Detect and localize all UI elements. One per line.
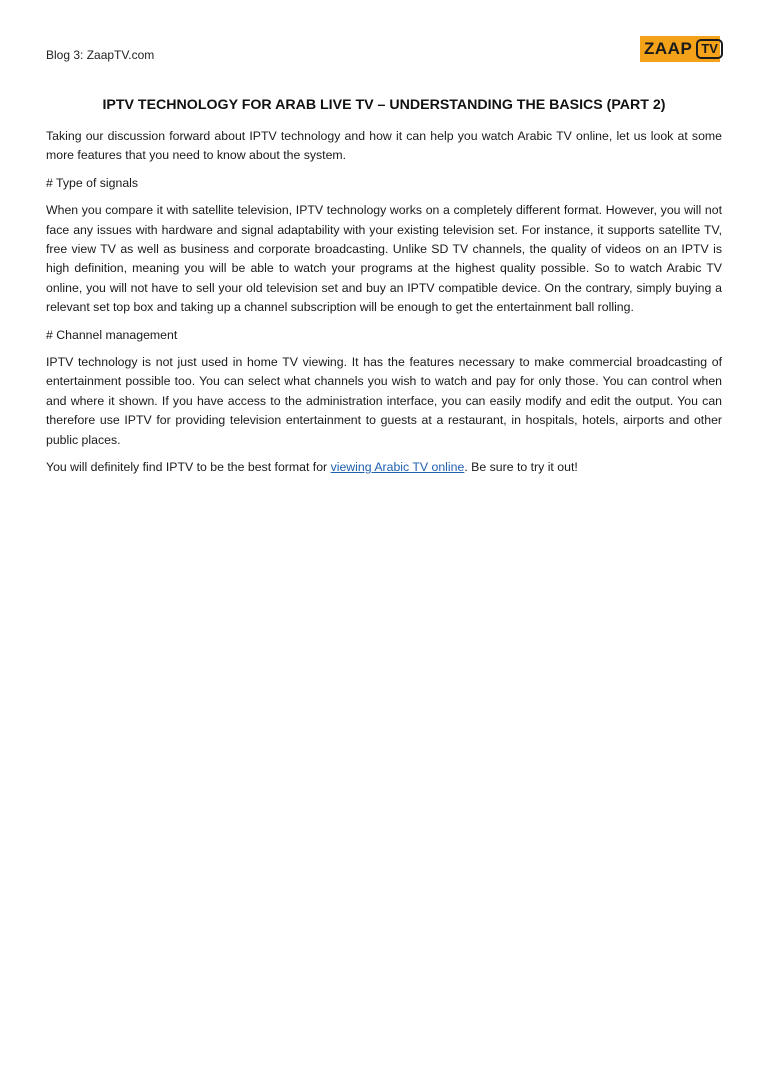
document-title: IPTV TECHNOLOGY FOR ARAB LIVE TV – UNDERSTANDING THE BASICS (PART 2) bbox=[102, 97, 666, 113]
closing-paragraph bbox=[46, 458, 722, 477]
closing-text-before: You will definitely find IPTV to be the best format for bbox=[46, 460, 331, 475]
blog-label: Blog 3: ZaapTV.com bbox=[46, 48, 155, 62]
zaaptv-logo bbox=[640, 36, 720, 62]
intro-paragraph: Taking our discussion forward about IPTV technology and how it can help you watch Arabic TV online, let us look at some more features that you need to know about the system. bbox=[46, 129, 722, 163]
section-heading-signals: # Type of signals bbox=[46, 175, 139, 190]
section-heading-channel-management: # Channel management bbox=[46, 327, 178, 342]
closing-text-after: . Be sure to try it out! bbox=[464, 460, 578, 475]
document-body bbox=[46, 127, 722, 486]
logo-tv-badge: TV bbox=[696, 39, 723, 59]
arabic-tv-online-link[interactable]: viewing Arabic TV online bbox=[330, 460, 465, 475]
section-body-channel-management: IPTV technology is not just used in home TV viewing. It has the features necessary to make commercial broadcasting of entertainment possible too. You can select what channels you wish to watch and pay for only those. You can control when and where it shown. If you have access to the administration interface, you can easily modify and edit the output. You can therefore use IPTV for providing television entertainment to guests at a restaurant, in hospitals, hotels, airports and other public places. bbox=[46, 355, 722, 447]
section-body-signals: When you compare it with satellite television, IPTV technology works on a completely different format. However, you will not face any issues with hardware and signal adaptability with your existing television set. For instance, it supports satellite TV, free view TV as well as business and corporate broadcasting. Unlike SD TV channels, the quality of videos on an IPTV is high definition, meaning you will be able to watch your programs at the highest quality possible. So to watch Arabic TV online, you will not have to sell your old television set and buy an IPTV compatible device. On the contrary, simply buying a relevant set top box and taking up a channel subscription will be enough to get the entertainment ball rolling. bbox=[46, 203, 722, 315]
logo-word: ZAAP bbox=[644, 39, 693, 58]
